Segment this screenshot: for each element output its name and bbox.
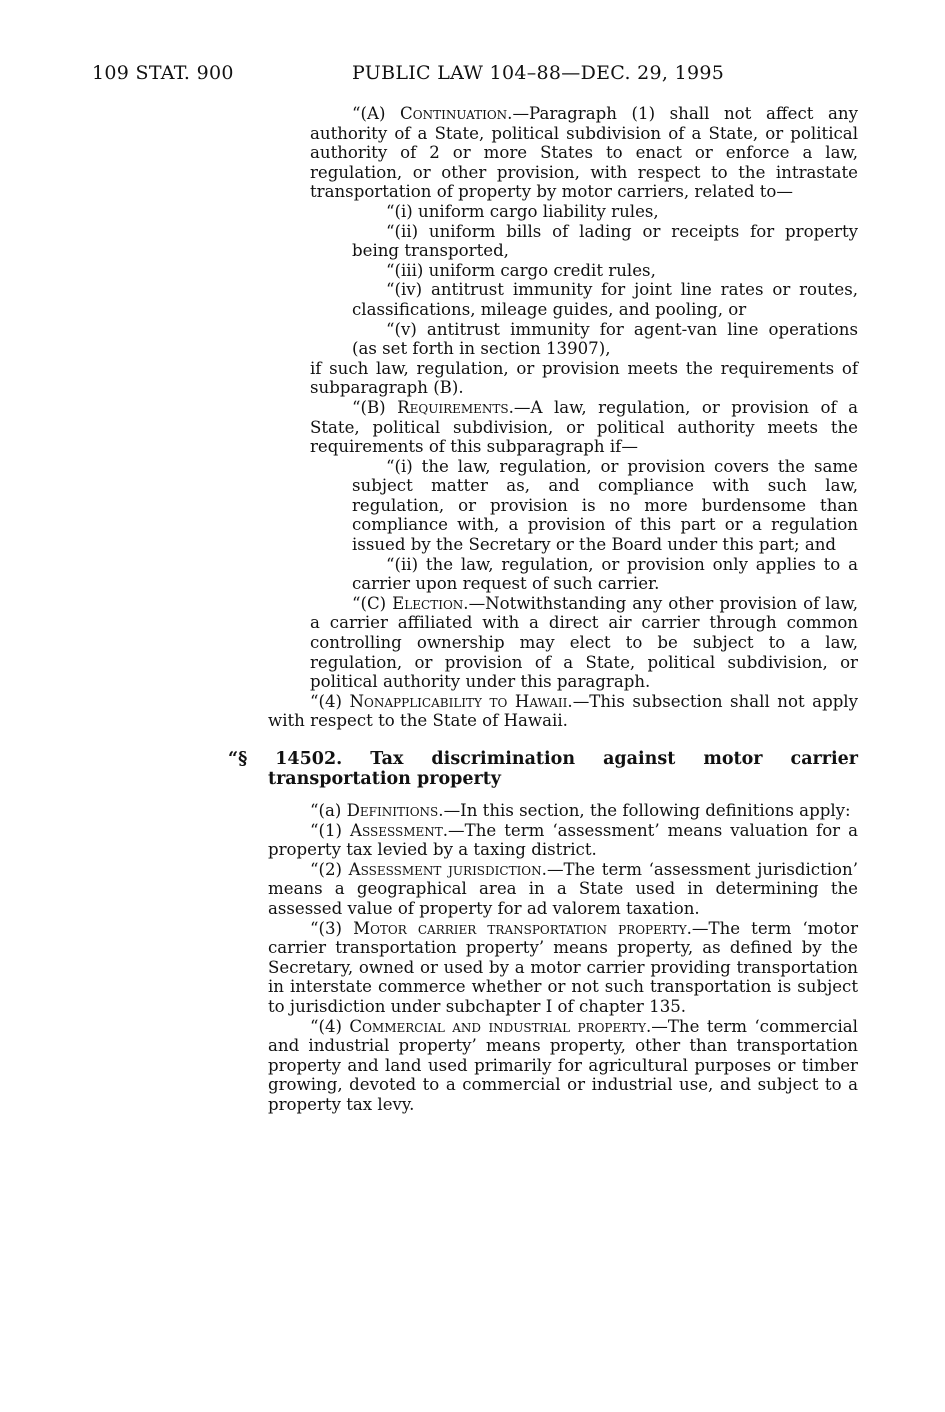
definition-4-text: —The term ‘commercial and industrial property’ means property, other than transportation property and land used primarily for agricultural purposes or timber growing, devoted to a commercial or industrial use, and subject to a property tax levy. [268, 1016, 858, 1114]
requirement-i: “(i) the law, regulation, or provision covers the same subject matter as, and compliance with such law, regulation, or provision is no more burdensome than compliance with, a provision of this part or a regulation issued by the Secretary or the Board under this part; and [352, 456, 858, 555]
subparagraph-c-text: —Notwithstanding any other provision of law, a carrier affiliated with a direct air carrier through common controlling ownership may elect to be subject to a law, regulation, or provision of a State, political subdivision, or political authority under this paragraph. [310, 593, 858, 692]
subparagraph-a-tail: if such law, regulation, or provision meets the requirements of subparagraph (B). [310, 358, 858, 398]
subparagraph-a-heading: Continuation. [400, 104, 513, 123]
subsection-a-heading: Definitions. [346, 801, 444, 820]
definition-4: “(4) Commercial and industrial property.—The term ‘commercial and industrial property’ means property, other than transportation property and land used primarily for agricultural purposes or timber growing, devoted to a commercial or industrial use, and subject to a property tax levy. [268, 1016, 858, 1114]
definition-3-heading: Motor carrier transportation property. [353, 918, 692, 938]
definition-2-heading: Assessment jurisdiction. [348, 859, 547, 879]
subparagraph-b-text: —A law, regulation, or provision of a State, political subdivision, or political authority meets the requirements of this subparagraph if— [310, 397, 858, 457]
public-law-citation: PUBLIC LAW 104–88—DEC. 29, 1995 [352, 62, 725, 84]
subparagraph-b-heading: Requirements. [397, 397, 514, 417]
definition-2: “(2) Assessment jurisdiction.—The term ‘assessment jurisdiction’ means a geographical area in a State used in determining the assessed value of property for ad valorem taxation. [268, 859, 858, 918]
subsection-a: “(a) Definitions.—In this section, the following definitions apply: [310, 801, 851, 820]
clause-v: “(v) antitrust immunity for agent-van line operations (as set forth in section 13907), [352, 319, 858, 359]
definition-3: “(3) Motor carrier transportation property.—The term ‘motor carrier transportation property’ means property, as defined by the Secretary, owned or used by a motor carrier providing transportation in interstate commerce whether or not such transportation is subject to jurisdiction under subchapter I of chapter 135. [268, 918, 858, 1016]
clause-iv: “(iv) antitrust immunity for joint line rates or routes, classifications, mileage guides, and pooling, or [352, 280, 858, 319]
statute-page-number: 109 STAT. 900 [92, 62, 234, 84]
definition-1-text: —The term ‘assessment’ means valuation for a property tax levied by a taxing district. [268, 820, 859, 860]
subparagraph-a: “(A) Continuation.—Paragraph (1) shall not affect any authority of a State, political subdivision of a State, or political authority of 2 or more States to enact or enforce a law, regulation, or other provision, with respect to the intrastate transportation of property by motor carriers, related to— [310, 104, 858, 202]
subparagraph-c: “(C) Election.—Notwithstanding any other provision of law, a carrier affiliated with a direct air carrier through common controlling ownership may elect to be subject to a law, regulation, or provision of a State, political subdivision, or political authority under this paragraph. [310, 593, 858, 692]
document-body [228, 104, 859, 1115]
definition-2-text: —The term ‘assessment jurisdiction’ means a geographical area in a State used in determining the assessed value of property for ad valorem taxation. [268, 859, 858, 918]
definition-1-heading: Assessment. [350, 820, 449, 840]
subparagraph-c-heading: Election. [392, 593, 469, 613]
clause-ii: “(ii) uniform bills of lading or receipts for property being transported, [352, 221, 858, 261]
section-14502-heading: “§ 14502. Tax discrimination against motor carrier transportation property [228, 749, 858, 789]
paragraph-4-heading: Nonapplicability to Hawaii. [349, 691, 573, 711]
paragraph-4-text: —This subsection shall not apply with respect to the State of Hawaii. [268, 691, 858, 731]
subparagraph-a-text: —Paragraph (1) shall not affect any authority of a State, political subdivision of a State, or political authority of 2 or more States to enact or enforce a law, regulation, or other provision, with respect to the intrastate transportation of property by motor carriers, related to— [310, 104, 858, 202]
clause-iii: “(iii) uniform cargo credit rules, [386, 260, 656, 280]
requirement-ii: “(ii) the law, regulation, or provision only applies to a carrier upon request of such carrier. [352, 554, 858, 594]
subparagraph-b: “(B) Requirements.—A law, regulation, or provision of a State, political subdivision, or political authority meets the requirements of this subparagraph if— [310, 397, 858, 457]
definition-4-heading: Commercial and industrial property. [349, 1016, 652, 1036]
definition-1: “(1) Assessment.—The term ‘assessment’ means valuation for a property tax levied by a taxing district. [268, 820, 859, 860]
definition-3-text: —The term ‘motor carrier transportation property’ means property, as defined by the Secretary, owned or used by a motor carrier providing transportation in interstate commerce whether or not such transportation is subject to jurisdiction under subchapter I of chapter 135. [268, 918, 858, 1016]
clause-i: “(i) uniform cargo liability rules, [386, 201, 659, 221]
subsection-a-text: —In this section, the following definitions apply: [443, 801, 851, 820]
paragraph-4: “(4) Nonapplicability to Hawaii.—This subsection shall not apply with respect to the State of Hawaii. [268, 691, 858, 731]
